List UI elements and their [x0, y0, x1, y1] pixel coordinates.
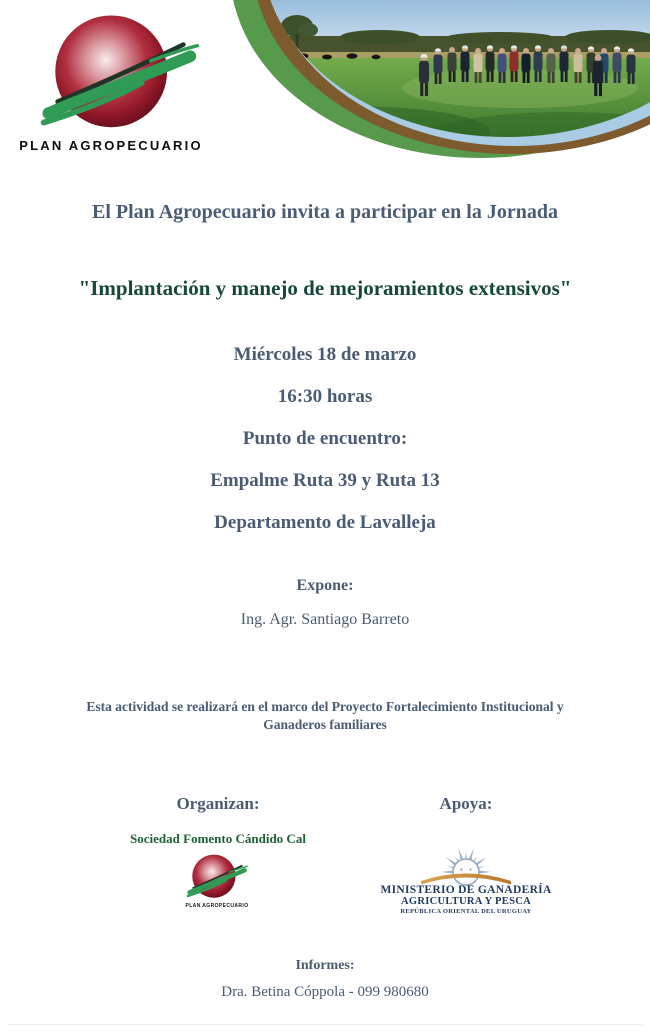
ministry-line3: REPÚBLICA ORIENTAL DEL URUGUAY	[400, 908, 532, 915]
brand-wordmark: PLAN AGROPECUARIO	[19, 138, 203, 153]
organizers-label: Organizan:	[176, 794, 260, 813]
contact-value: Dra. Betina Cóppola - 099 980680	[221, 984, 429, 1000]
project-note	[25, 698, 625, 734]
ministry-line1: MINISTERIO DE GANADERÍA	[380, 884, 552, 896]
project-note-line2: Ganaderos familiares	[263, 717, 387, 732]
contact-label: Informes:	[295, 958, 355, 973]
header	[0, 0, 650, 166]
support-label: Apoya:	[439, 794, 493, 813]
plan-agropecuario-logo-icon	[39, 6, 202, 146]
detail-meeting-point-label: Punto de encuentro:	[242, 428, 408, 449]
organizers-logo-wordmark: PLAN AGROPECUARIO	[185, 903, 249, 909]
event-title: "Implantación y manejo de mejoramientos extensivos"	[78, 276, 572, 300]
event-details	[0, 334, 650, 544]
project-note-line1: Esta actividad se realizará en el marco del Proyecto Fortalecimiento Institucional y	[86, 699, 564, 714]
detail-location: Empalme Ruta 39 y Ruta 13	[210, 470, 440, 491]
detail-date: Miércoles 18 de marzo	[233, 344, 417, 365]
footer-divider	[8, 1024, 642, 1025]
sun-face	[453, 859, 479, 885]
detail-department: Departamento de Lavalleja	[214, 512, 436, 533]
plan-agropecuario-small-logo-icon	[186, 851, 249, 905]
speaker-label: Expone:	[296, 577, 354, 594]
speaker-name: Ing. Agr. Santiago Barreto	[240, 611, 410, 628]
organizers-name: Sociedad Fomento Cándido Cal	[130, 831, 306, 846]
sol-de-mayo-sun-icon	[406, 826, 526, 888]
intro-line: El Plan Agropecuario invita a participar en la Jornada	[92, 201, 558, 223]
detail-time: 16:30 horas	[277, 386, 373, 407]
ministry-line2: AGRICULTURA Y PESCA	[401, 896, 531, 907]
